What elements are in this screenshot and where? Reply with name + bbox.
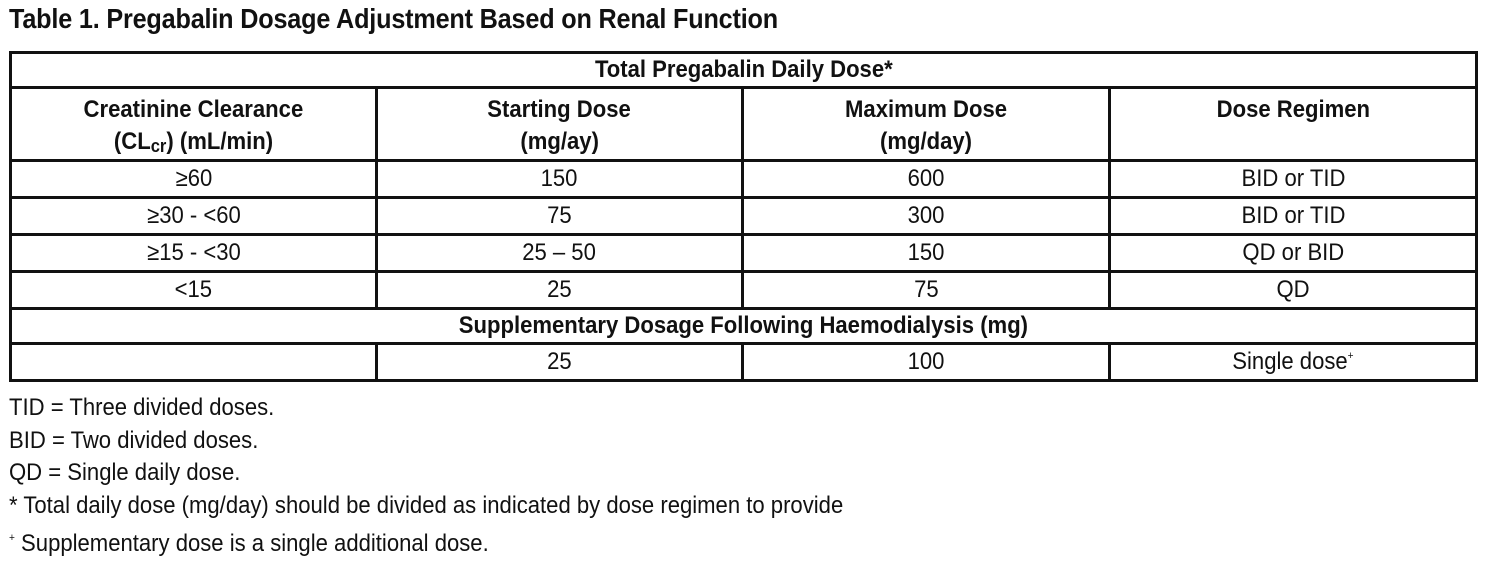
footnote-asterisk: * Total daily dose (mg/day) should be divided as indicated by dose regimen to provide <box>9 491 844 519</box>
column-header-row <box>11 88 1477 161</box>
starting-dose-cell: 25 – 50 <box>377 235 743 272</box>
dose-regimen-cell: QD <box>1110 272 1477 309</box>
table-row <box>11 198 1477 235</box>
starting-dose-header: Starting Dose (mg/ay) <box>377 88 743 161</box>
maximum-dose-cell: 150 <box>743 235 1110 272</box>
clearance-cell: ≥60 <box>11 161 377 198</box>
supplementary-row <box>11 344 1477 381</box>
clearance-cell <box>11 344 377 381</box>
footnote-plus: + Supplementary dose is a single additional dose. <box>9 530 489 557</box>
footnote-bid: BID = Two divided doses. <box>9 426 259 454</box>
clearance-header: Creatinine Clearance (CLcr) (mL/min) <box>11 88 377 161</box>
dose-regimen-header: Dose Regimen <box>1110 88 1477 161</box>
total-dose-header-row <box>11 53 1477 88</box>
maximum-dose-cell: 300 <box>743 198 1110 235</box>
total-dose-header: Total Pregabalin Daily Dose* <box>11 53 1477 88</box>
clearance-cell: <15 <box>11 272 377 309</box>
dosage-table <box>9 51 1478 382</box>
dose-regimen-cell: BID or TID <box>1110 198 1477 235</box>
footnote-plus-mark: + <box>9 532 15 544</box>
supplementary-header: Supplementary Dosage Following Haemodialysis (mg) <box>11 309 1477 344</box>
dose-regimen-cell: QD or BID <box>1110 235 1477 272</box>
table-row <box>11 272 1477 309</box>
clearance-cell: ≥30 - <60 <box>11 198 377 235</box>
footnote-qd: QD = Single daily dose. <box>9 459 241 486</box>
maximum-dose-header: Maximum Dose (mg/day) <box>743 88 1110 161</box>
starting-dose-cell: 25 <box>377 272 743 309</box>
starting-dose-cell: 150 <box>377 161 743 198</box>
footnote-tid: TID = Three divided doses. <box>9 394 275 421</box>
table-row <box>11 235 1477 272</box>
starting-dose-cell: 75 <box>377 198 743 235</box>
maximum-dose-cell: 600 <box>743 161 1110 198</box>
dose-regimen-cell: Single dose+ <box>1110 344 1477 381</box>
maximum-dose-cell: 75 <box>743 272 1110 309</box>
supplementary-header-row <box>11 309 1477 344</box>
dose-regimen-cell: BID or TID <box>1110 161 1477 198</box>
footnotes <box>9 392 916 561</box>
maximum-dose-cell: 100 <box>743 344 1110 381</box>
clearance-cell: ≥15 - <30 <box>11 235 377 272</box>
starting-dose-cell: 25 <box>377 344 743 381</box>
footnote-plus-mark: + <box>1347 350 1354 362</box>
table-title: Table 1. Pregabalin Dosage Adjustment Based on Renal Function <box>9 3 778 34</box>
table-row <box>11 161 1477 198</box>
